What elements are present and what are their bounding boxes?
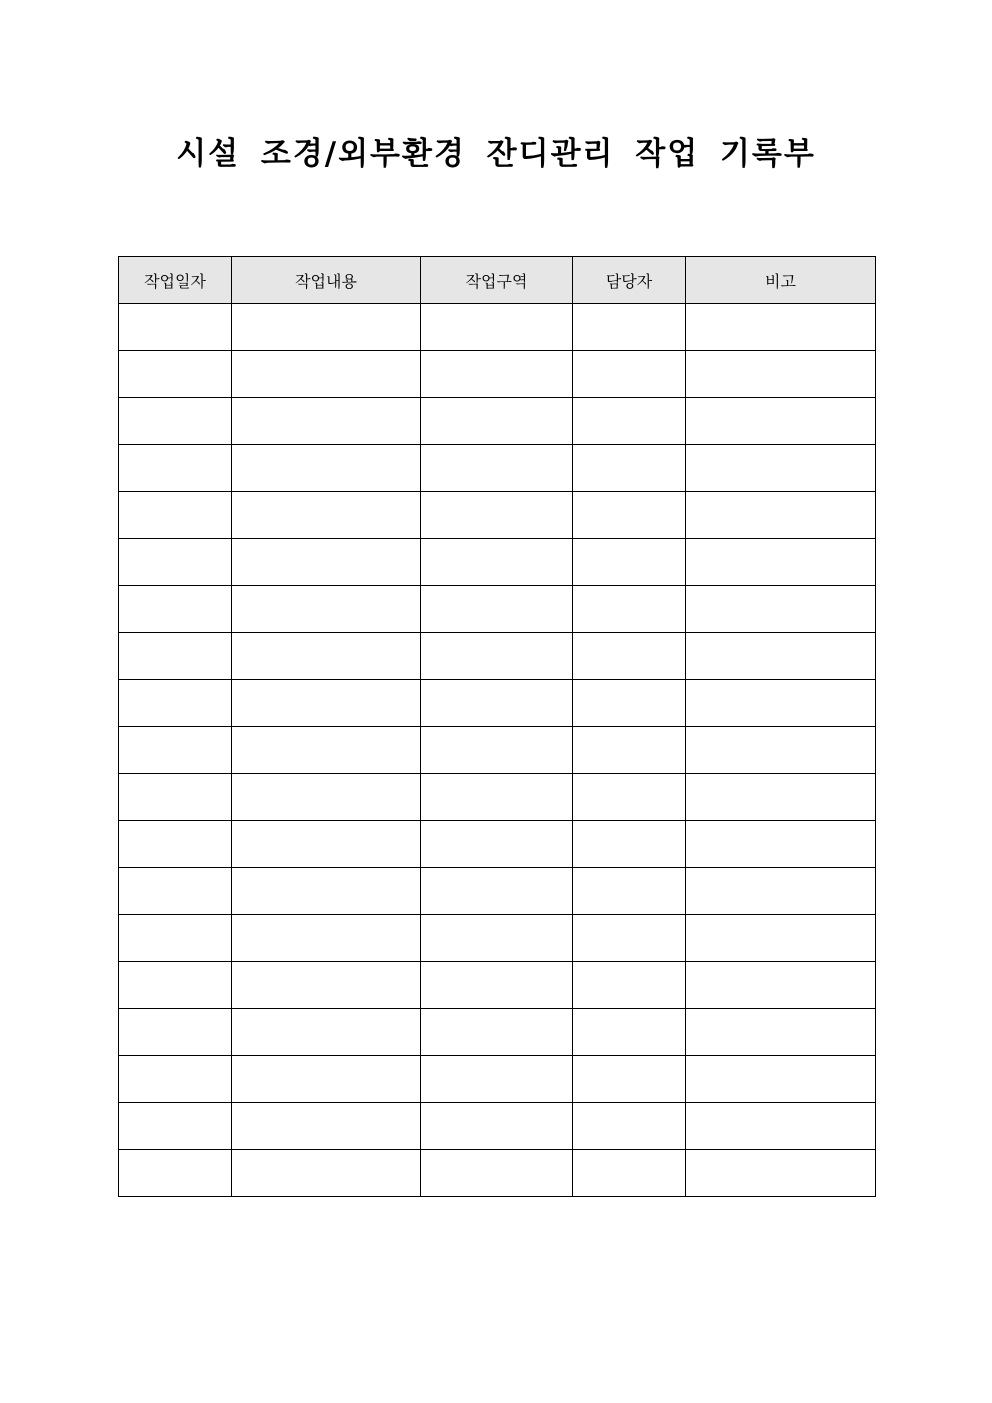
- cell-work-date[interactable]: [119, 821, 232, 868]
- cell-work-content[interactable]: [232, 868, 421, 915]
- cell-work-area[interactable]: [421, 821, 573, 868]
- cell-work-date[interactable]: [119, 1103, 232, 1150]
- table-row: [119, 398, 876, 445]
- cell-remarks[interactable]: [686, 304, 876, 351]
- cell-work-date[interactable]: [119, 1009, 232, 1056]
- cell-remarks[interactable]: [686, 1103, 876, 1150]
- cell-work-date[interactable]: [119, 915, 232, 962]
- cell-work-date[interactable]: [119, 304, 232, 351]
- cell-remarks[interactable]: [686, 915, 876, 962]
- cell-remarks[interactable]: [686, 727, 876, 774]
- cell-work-area[interactable]: [421, 680, 573, 727]
- header-work-area: 작업구역: [421, 257, 573, 304]
- cell-work-area[interactable]: [421, 1150, 573, 1197]
- cell-remarks[interactable]: [686, 1150, 876, 1197]
- cell-person-in-charge[interactable]: [573, 915, 686, 962]
- cell-remarks[interactable]: [686, 633, 876, 680]
- table-row: [119, 915, 876, 962]
- cell-work-date[interactable]: [119, 868, 232, 915]
- cell-work-content[interactable]: [232, 727, 421, 774]
- cell-person-in-charge[interactable]: [573, 398, 686, 445]
- cell-person-in-charge[interactable]: [573, 1056, 686, 1103]
- table-row: [119, 1056, 876, 1103]
- work-log-table: [118, 256, 876, 1197]
- cell-remarks[interactable]: [686, 868, 876, 915]
- cell-person-in-charge[interactable]: [573, 962, 686, 1009]
- table-row: [119, 868, 876, 915]
- cell-person-in-charge[interactable]: [573, 821, 686, 868]
- cell-work-content[interactable]: [232, 1150, 421, 1197]
- cell-remarks[interactable]: [686, 774, 876, 821]
- cell-person-in-charge[interactable]: [573, 1103, 686, 1150]
- cell-remarks[interactable]: [686, 351, 876, 398]
- cell-work-content[interactable]: [232, 680, 421, 727]
- table-row: [119, 727, 876, 774]
- cell-work-area[interactable]: [421, 868, 573, 915]
- cell-work-area[interactable]: [421, 1056, 573, 1103]
- cell-work-area[interactable]: [421, 398, 573, 445]
- cell-work-date[interactable]: [119, 1056, 232, 1103]
- table-row: [119, 1103, 876, 1150]
- header-remarks: 비고: [686, 257, 876, 304]
- cell-work-area[interactable]: [421, 915, 573, 962]
- cell-work-area[interactable]: [421, 1009, 573, 1056]
- cell-work-content[interactable]: [232, 633, 421, 680]
- cell-person-in-charge[interactable]: [573, 586, 686, 633]
- cell-work-area[interactable]: [421, 774, 573, 821]
- cell-person-in-charge[interactable]: [573, 774, 686, 821]
- cell-work-content[interactable]: [232, 492, 421, 539]
- cell-person-in-charge[interactable]: [573, 445, 686, 492]
- cell-remarks[interactable]: [686, 539, 876, 586]
- cell-person-in-charge[interactable]: [573, 680, 686, 727]
- table-row: [119, 1009, 876, 1056]
- cell-work-date[interactable]: [119, 727, 232, 774]
- cell-work-area[interactable]: [421, 351, 573, 398]
- cell-remarks[interactable]: [686, 821, 876, 868]
- cell-person-in-charge[interactable]: [573, 351, 686, 398]
- cell-work-area[interactable]: [421, 304, 573, 351]
- page-title: 시설 조경/외부환경 잔디관리 작업 기록부: [176, 136, 816, 172]
- table-row: [119, 962, 876, 1009]
- cell-remarks[interactable]: [686, 492, 876, 539]
- table-row: [119, 774, 876, 821]
- cell-remarks[interactable]: [686, 962, 876, 1009]
- cell-person-in-charge[interactable]: [573, 727, 686, 774]
- header-work-date: 작업일자: [119, 257, 232, 304]
- cell-work-content[interactable]: [232, 445, 421, 492]
- cell-person-in-charge[interactable]: [573, 304, 686, 351]
- table-row: [119, 1150, 876, 1197]
- cell-person-in-charge[interactable]: [573, 1150, 686, 1197]
- cell-work-area[interactable]: [421, 633, 573, 680]
- table-header-row: [119, 257, 876, 304]
- cell-work-content[interactable]: [232, 304, 421, 351]
- cell-work-area[interactable]: [421, 962, 573, 1009]
- table-row: [119, 633, 876, 680]
- cell-work-area[interactable]: [421, 727, 573, 774]
- cell-work-content[interactable]: [232, 351, 421, 398]
- cell-work-date[interactable]: [119, 351, 232, 398]
- cell-person-in-charge[interactable]: [573, 539, 686, 586]
- header-work-content: 작업내용: [232, 257, 421, 304]
- cell-work-content[interactable]: [232, 1056, 421, 1103]
- header-person-in-charge: 담당자: [573, 257, 686, 304]
- cell-remarks[interactable]: [686, 586, 876, 633]
- cell-work-date[interactable]: [119, 445, 232, 492]
- cell-work-content[interactable]: [232, 1103, 421, 1150]
- cell-work-area[interactable]: [421, 492, 573, 539]
- cell-work-date[interactable]: [119, 774, 232, 821]
- table-row: [119, 304, 876, 351]
- cell-remarks[interactable]: [686, 1009, 876, 1056]
- table-body: [119, 304, 876, 1197]
- table-row: [119, 539, 876, 586]
- cell-work-content[interactable]: [232, 821, 421, 868]
- cell-work-date[interactable]: [119, 539, 232, 586]
- cell-remarks[interactable]: [686, 398, 876, 445]
- cell-remarks[interactable]: [686, 680, 876, 727]
- table-row: [119, 680, 876, 727]
- cell-remarks[interactable]: [686, 445, 876, 492]
- cell-work-date[interactable]: [119, 962, 232, 1009]
- cell-work-area[interactable]: [421, 1103, 573, 1150]
- cell-work-content[interactable]: [232, 1009, 421, 1056]
- cell-work-area[interactable]: [421, 445, 573, 492]
- cell-work-area[interactable]: [421, 539, 573, 586]
- cell-person-in-charge[interactable]: [573, 1009, 686, 1056]
- cell-work-area[interactable]: [421, 586, 573, 633]
- cell-work-date[interactable]: [119, 398, 232, 445]
- table-row: [119, 821, 876, 868]
- cell-person-in-charge[interactable]: [573, 492, 686, 539]
- table-row: [119, 445, 876, 492]
- cell-remarks[interactable]: [686, 1056, 876, 1103]
- cell-work-content[interactable]: [232, 915, 421, 962]
- cell-work-content[interactable]: [232, 586, 421, 633]
- cell-person-in-charge[interactable]: [573, 633, 686, 680]
- cell-person-in-charge[interactable]: [573, 868, 686, 915]
- cell-work-date[interactable]: [119, 680, 232, 727]
- cell-work-content[interactable]: [232, 539, 421, 586]
- cell-work-content[interactable]: [232, 774, 421, 821]
- cell-work-date[interactable]: [119, 492, 232, 539]
- cell-work-date[interactable]: [119, 1150, 232, 1197]
- cell-work-date[interactable]: [119, 586, 232, 633]
- cell-work-content[interactable]: [232, 398, 421, 445]
- table-row: [119, 586, 876, 633]
- cell-work-content[interactable]: [232, 962, 421, 1009]
- table-row: [119, 492, 876, 539]
- cell-work-date[interactable]: [119, 633, 232, 680]
- table-row: [119, 351, 876, 398]
